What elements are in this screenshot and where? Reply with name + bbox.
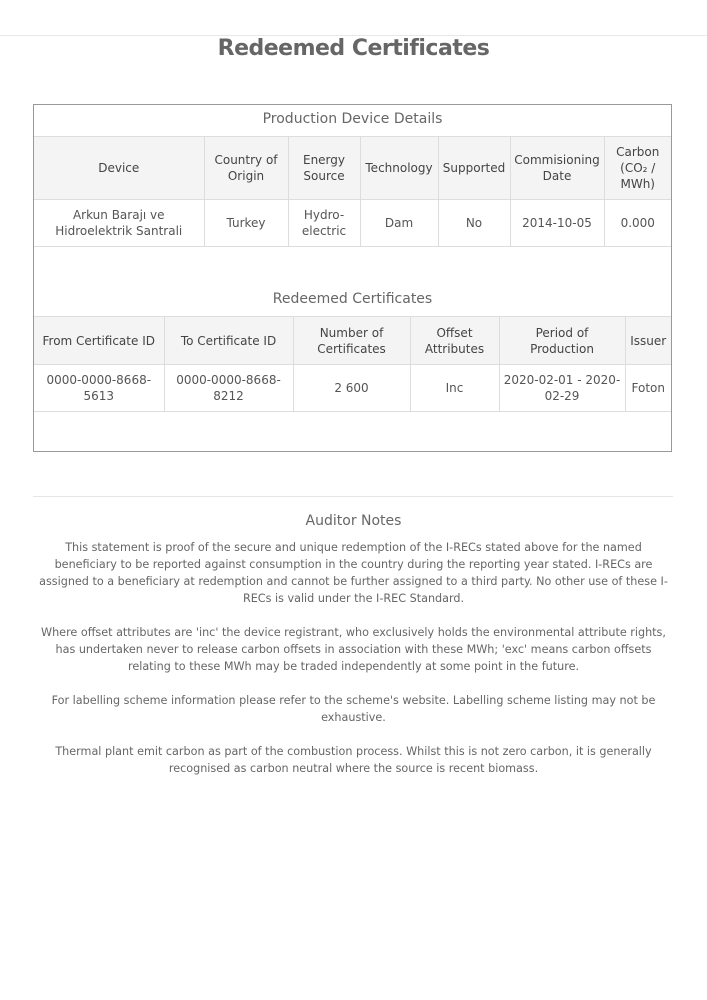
page-title: Redeemed Certificates (217, 36, 490, 61)
header-device: Device (34, 137, 204, 200)
cell-from-id: 0000-0000-8668-5613 (34, 365, 164, 412)
device-section-title: Production Device Details (262, 111, 443, 127)
cell-technology: Dam (360, 200, 438, 247)
header-technology: Technology (360, 137, 438, 200)
section-divider (33, 496, 673, 497)
header-to-id: To Certificate ID (164, 317, 293, 365)
table-row (34, 365, 671, 412)
header-carbon: Carbon (CO₂ / MWh) (604, 137, 671, 200)
cell-offset: Inc (410, 365, 499, 412)
device-header-row (34, 137, 671, 200)
note-paragraph: Where offset attributes are 'inc' the device registrant, who exclusively holds the environmental attribute rights, has undertaken never to release carbon offsets in association with these MWh; 'exc' means carbon offsets relating to these MWh may be traded independently at some point in the future. (41, 626, 666, 673)
redeemed-section-title: Redeemed Certificates (272, 291, 433, 307)
header-country: Country of Origin (204, 137, 288, 200)
auditor-notes-title: Auditor Notes (305, 513, 402, 529)
cell-carbon: 0.000 (604, 200, 671, 247)
cell-device: Arkun Barajı ve Hidroelektrik Santrali (34, 200, 204, 247)
header-energy-source: Energy Source (288, 137, 360, 200)
cell-country: Turkey (204, 200, 288, 247)
auditor-notes (33, 539, 674, 794)
cell-period: 2020-02-01 - 2020-02-29 (499, 365, 625, 412)
note-paragraph: For labelling scheme information please refer to the scheme's website. Labelling scheme listing may not be exhaustive. (51, 694, 656, 724)
redeemed-header-row (34, 317, 671, 365)
cell-issuer: Foton (625, 365, 671, 412)
certificate-box (33, 104, 672, 452)
header-issuer: Issuer (625, 317, 671, 365)
cell-commissioning-date: 2014-10-05 (510, 200, 604, 247)
cell-supported: No (438, 200, 510, 247)
cell-energy-source: Hydro-electric (288, 200, 360, 247)
note-paragraph: This statement is proof of the secure and unique redemption of the I-RECs stated above for the named beneficiary to be reported against consumption in the country during the reporting year stated. I-RECs are assigned to a beneficiary at redemption and cannot be further assigned to a third party. No other use of these I-RECs is valid under the I-REC Standard. (39, 541, 668, 605)
header-commissioning-date: Commisioning Date (510, 137, 604, 200)
header-number: Number of Certificates (293, 317, 410, 365)
header-from-id: From Certificate ID (34, 317, 164, 365)
header-offset: Offset Attributes (410, 317, 499, 365)
redeemed-table (34, 316, 671, 412)
header-period: Period of Production (499, 317, 625, 365)
table-row (34, 200, 671, 247)
header-supported: Supported (438, 137, 510, 200)
cell-number: 2 600 (293, 365, 410, 412)
device-table (34, 136, 671, 247)
cell-to-id: 0000-0000-8668-8212 (164, 365, 293, 412)
note-paragraph: Thermal plant emit carbon as part of the combustion process. Whilst this is not zero carbon, it is generally recognised as carbon neutral where the source is recent biomass. (55, 745, 652, 775)
